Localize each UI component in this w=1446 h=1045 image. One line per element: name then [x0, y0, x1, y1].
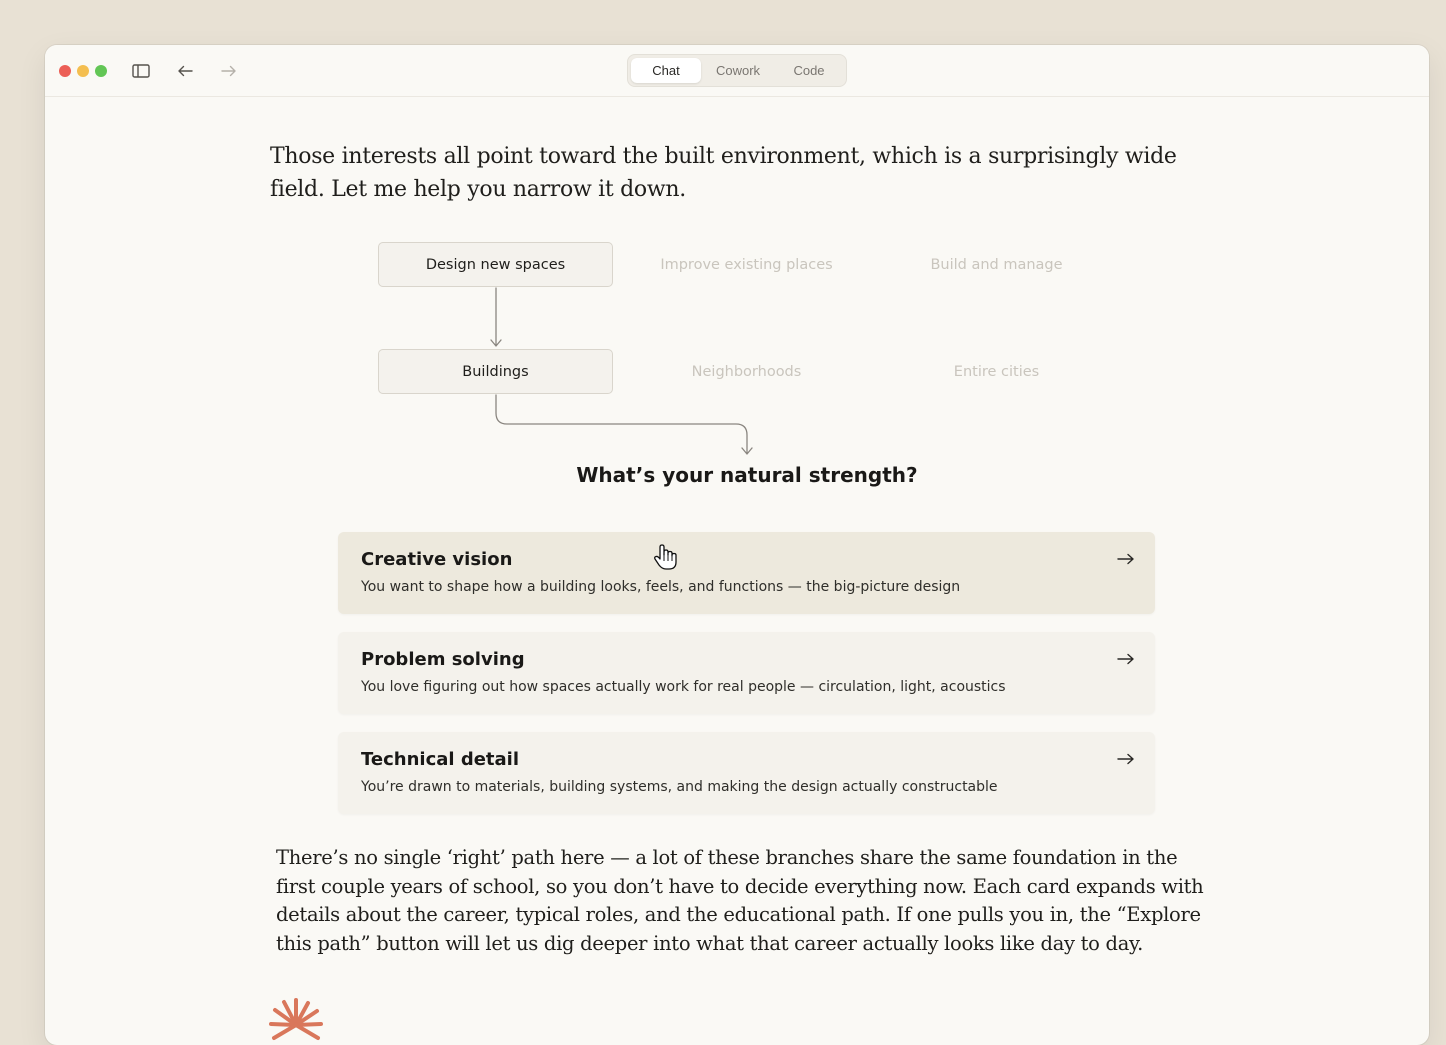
flow-node-design-new-spaces[interactable]: Design new spaces	[378, 242, 613, 287]
claude-spark-icon	[269, 998, 323, 1045]
strength-question: What’s your natural strength?	[576, 463, 918, 487]
option-card-technical-detail[interactable]	[338, 732, 1155, 814]
outro-paragraph: There’s no single ‘right’ path here — a lot of these branches share the same foundation in the first couple years of school, so you don’t have to decide everything now. Each card expands with details about the career, typical roles, and the educational path. If one pulls you in, the “Explore this path” button will let us dig deeper into what that career actually looks like day to day.	[276, 846, 1204, 955]
option-card-creative-vision[interactable]	[338, 532, 1155, 614]
option-card-problem-solving[interactable]	[338, 632, 1155, 714]
option-description: You love figuring out how spaces actually work for real people — circulation, light, acoustics	[361, 679, 1006, 695]
flow-node-buildings[interactable]: Buildings	[378, 349, 613, 394]
flow-option-entire-cities[interactable]: Entire cities	[953, 363, 1040, 380]
tab-chat[interactable]: Chat	[631, 58, 701, 83]
flow-option-neighborhoods[interactable]: Neighborhoods	[691, 363, 802, 380]
option-description: You want to shape how a building looks, feels, and functions — the big-picture design	[361, 579, 961, 595]
arrow-right-icon	[1117, 652, 1135, 666]
arrow-right-icon	[1117, 552, 1135, 566]
flow-option-improve-existing-places[interactable]: Improve existing places	[660, 256, 833, 273]
flow-connectors	[45, 45, 1429, 505]
arrow-right-icon	[1117, 752, 1135, 766]
tab-cowork[interactable]: Cowork	[715, 63, 761, 78]
intro-paragraph: Those interests all point toward the built environment, which is a surprisingly wide field. Let me help you narrow it down.	[270, 144, 1177, 202]
option-title: Problem solving	[361, 649, 525, 670]
option-title: Technical detail	[361, 749, 520, 770]
hand-pointer-cursor-icon	[653, 543, 679, 571]
tab-code[interactable]: Code	[793, 63, 825, 78]
flow-option-build-and-manage[interactable]: Build and manage	[930, 256, 1063, 273]
app-window	[45, 45, 1429, 1045]
option-description: You’re drawn to materials, building systems, and making the design actually constructable	[361, 779, 998, 795]
option-title: Creative vision	[361, 549, 513, 570]
